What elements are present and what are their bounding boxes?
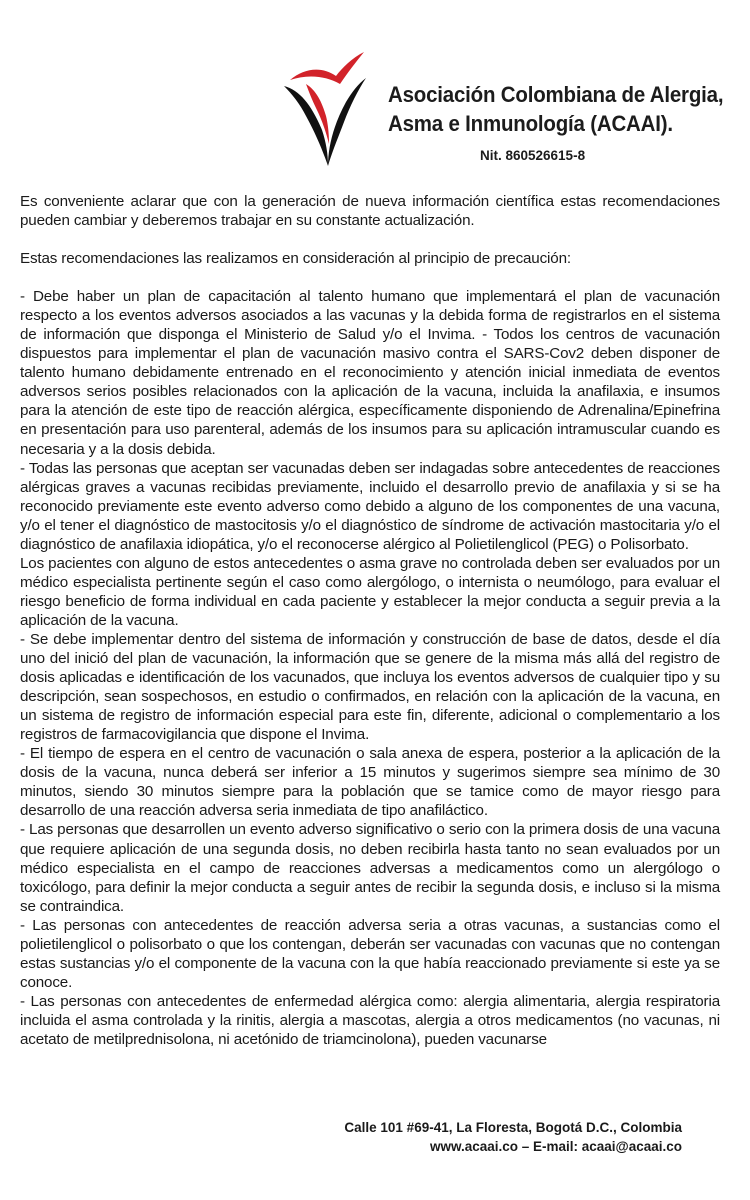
footer	[344, 1118, 682, 1156]
paragraph: - Debe haber un plan de capacitación al talento humano que implementará el plan de vacunación respecto a los eventos adversos asociados a las vacunas y la debida forma de registrarlos en el sistema de información que disponga el Ministerio de Salud y/o el Invima. - Todos los centros de vacunación dispuestos para implementar el plan de vacunación masivo contra el SARS-Cov2 deben disponer de talento humano debidamente entrenado en el reconocimiento y atención inicial inmediata de eventos adversos serios posibles relacionados con la aplicación de la vacuna, incluida la anafilaxia, e insumos para la atención de este tipo de reacción alérgica, específicamente disponiendo de Adrenalina/Epinefrina en presentación para uso parenteral, además de los insumos para su aplicación intramuscular cuando es necesaria y a la dosis debida.	[20, 288, 720, 458]
organization-name-line2: Asma e Inmunología (ACAAI).	[388, 111, 673, 136]
footer-address: Calle 101 #69-41, La Floresta, Bogotá D.C., Colombia	[344, 1120, 682, 1135]
paragraph: Los pacientes con alguno de estos antecedentes o asma grave no controlada deben ser evaluados por un médico especialista pertinente según el caso como alergólogo, o internista o neumólogo, para evaluar el riesgo beneficio de forma individual en cada paciente y establecer la mejor conducta a seguir previa a la aplicación de la vacuna.	[20, 554, 720, 629]
paragraph: - Las personas que desarrollen un evento adverso significativo o serio con la primera dosis de una vacuna que requiere aplicación de una segunda dosis, no deben recibirla hasta tanto no sean evaluados por un médico especialista en el campo de reacciones adversas a medicamentos como un alergólogo o toxicólogo, para definir la mejor conducta a seguir antes de recibir la segunda dosis, e incluso si la misma se contraindica.	[20, 821, 720, 915]
paragraph: Estas recomendaciones las realizamos en consideración al principio de precaución:	[20, 250, 571, 268]
acaai-logo-icon	[282, 50, 372, 168]
paragraph: - Se debe implementar dentro del sistema de información y construcción de base de datos, desde el día uno del inició del plan de vacunación, la información que se genere de la misma más allá del registro de dosis aplicadas e identificación de los vacunados, que incluya los eventos adversos de cualquier tipo y su descripción, sean sospechosos, en estudio o confirmados, en relación con la aplicación de la vacuna, en un sistema de registro de información especial para este fin, diferente, adicional o complementario a los registros de farmacovigilancia que dispone el Invima.	[20, 630, 720, 744]
paragraph: Es conveniente aclarar que con la generación de nueva información científica estas recomendaciones pueden cambiar y deberemos trabajar en su constante actualización.	[20, 193, 720, 230]
paragraph: - Las personas con antecedentes de enfermedad alérgica como: alergia alimentaria, alergia respiratoria incluida el asma controlada y la rinitis, alergia a mascotas, alergia a otros medicamentos (no vacunas, ni acetato de metilprednisolona, ni acetónido de triamcinolona), pueden vacunarse	[20, 992, 720, 1048]
nit-number: Nit. 860526615-8	[480, 148, 586, 163]
footer-contact: www.acaai.co – E-mail: acaai@acaai.co	[429, 1139, 682, 1154]
letterhead	[0, 0, 750, 185]
organization-name-line1: Asociación Colombiana de Alergia,	[388, 82, 724, 107]
document-body	[20, 192, 720, 1049]
paragraph: - Las personas con antecedentes de reacción adversa seria a otras vacunas, a sustancias como el polietilenglicol o polisorbato o que los contengan, deberán ser vacunadas con vacunas que no contengan estas sustancias y/o el componente de la vacuna con la que había reaccionado previamente si este ya se conoce.	[20, 916, 720, 991]
organization-name	[388, 80, 723, 138]
paragraph: - Todas las personas que aceptan ser vacunadas deben ser indagadas sobre antecedentes de reacciones alérgicas graves a vacunas recibidas previamente, incluido el desarrollo previo de anafilaxia y si se ha reconocido previamente este evento adverso como debido a alguno de los componentes de una vacuna, y/o el tener el diagnóstico de mastocitosis y/o el diagnóstico de síndrome de activación mastocitaria y/o el diagnóstico de anafilaxia idiopática, y/o el reconocerse alérgico al Polietilenglicol (PEG) o Polisorbato.	[20, 459, 720, 553]
paragraph: - El tiempo de espera en el centro de vacunación o sala anexa de espera, posterior a la aplicación de la dosis de la vacuna, nunca deberá ser inferior a 15 minutos y sugerimos siempre sea mínimo de 30 minutos, siendo 30 minutos siempre para la población que se tamice como de mayor riesgo para desarrollo de una reacción adversa seria inmediata de tipo anafiláctico.	[20, 745, 720, 820]
